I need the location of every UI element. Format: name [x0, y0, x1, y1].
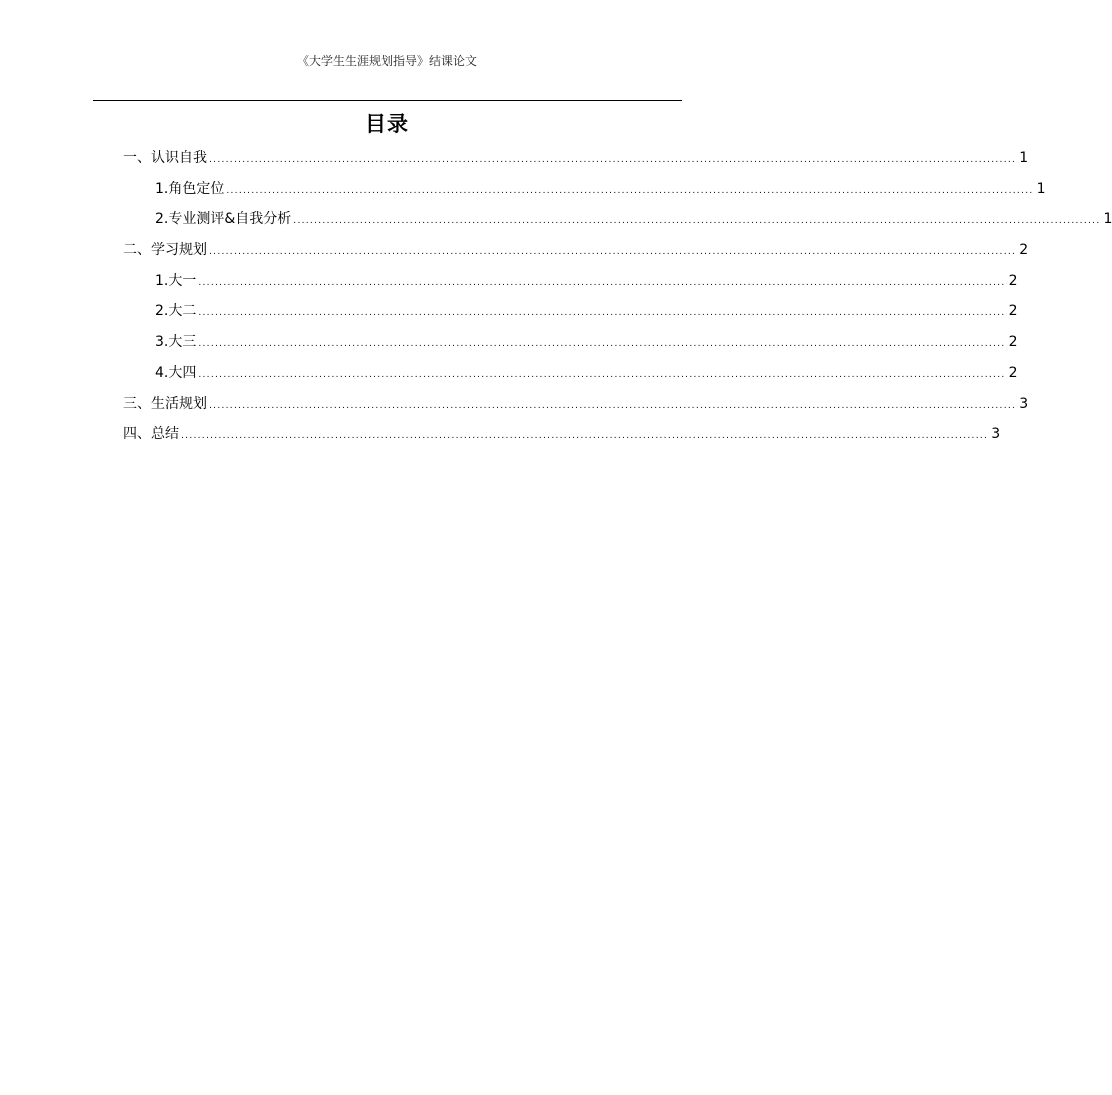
toc-leader-dots: .................................................................................................................................................................................................. — [209, 400, 1017, 411]
toc-entry-year-one[interactable] — [123, 268, 1018, 299]
toc-page-number: 2 — [1008, 272, 1018, 289]
toc-leader-dots: .................................................................................................................................................................................................. — [293, 216, 1101, 227]
toc-page-number: 2 — [1008, 303, 1018, 320]
toc-entry-text: 四、总结 — [123, 426, 179, 443]
toc-entry-text: 1.角色定位 — [155, 180, 225, 197]
toc-page-number: 2 — [1008, 364, 1018, 381]
toc-entry-text: 2.大二 — [155, 303, 197, 320]
toc-leader-dots: .................................................................................................................................................................................................. — [198, 277, 1006, 288]
toc-entry-year-two[interactable] — [123, 298, 1018, 329]
toc-entry-recognize-self[interactable] — [123, 145, 1029, 176]
toc-entry-summary[interactable] — [123, 421, 1001, 452]
toc-page-number: 1 — [1103, 211, 1112, 228]
toc-leader-dots: .................................................................................................................................................................................................. — [181, 431, 989, 442]
toc-leader-dots: .................................................................................................................................................................................................. — [198, 308, 1006, 319]
toc-entry-study-plan[interactable] — [123, 237, 1029, 268]
toc-entry-life-plan[interactable] — [123, 391, 1029, 422]
toc-entry-text: 4.大四 — [155, 364, 197, 381]
toc-page-number: 2 — [1019, 242, 1029, 259]
toc-entry-text: 二、学习规划 — [123, 242, 207, 259]
toc-leader-dots: .................................................................................................................................................................................................. — [209, 247, 1017, 258]
toc-entry-year-four[interactable] — [123, 360, 1018, 391]
toc-leader-dots: .................................................................................................................................................................................................. — [209, 155, 1017, 165]
toc-page-number: 3 — [991, 426, 1001, 443]
toc-title: 目录 — [365, 112, 409, 136]
toc-entry-text: 三、生活规划 — [123, 395, 207, 412]
table-of-contents — [123, 145, 1112, 452]
toc-entry-text: 3.大三 — [155, 334, 197, 351]
toc-leader-dots: .................................................................................................................................................................................................. — [226, 185, 1034, 196]
toc-entry-text: 1.大一 — [155, 272, 197, 289]
running-header: 《大学生生涯规划指导》结课论文 — [296, 54, 477, 68]
toc-page-number: 3 — [1019, 395, 1029, 412]
toc-entry-text: 一、认识自我 — [123, 150, 207, 166]
toc-leader-dots: .................................................................................................................................................................................................. — [198, 369, 1006, 380]
toc-entry-role-positioning[interactable] — [123, 176, 1046, 207]
toc-page-number: 2 — [1008, 334, 1018, 351]
toc-page-number: 1 — [1019, 150, 1029, 166]
toc-entry-year-three[interactable] — [123, 329, 1018, 360]
toc-entry-major-assessment[interactable] — [123, 206, 1112, 237]
toc-leader-dots: .................................................................................................................................................................................................. — [198, 339, 1006, 350]
header-divider — [93, 100, 682, 101]
toc-page-number: 1 — [1036, 180, 1046, 197]
toc-entry-text: 2.专业测评&自我分析 — [155, 211, 292, 228]
